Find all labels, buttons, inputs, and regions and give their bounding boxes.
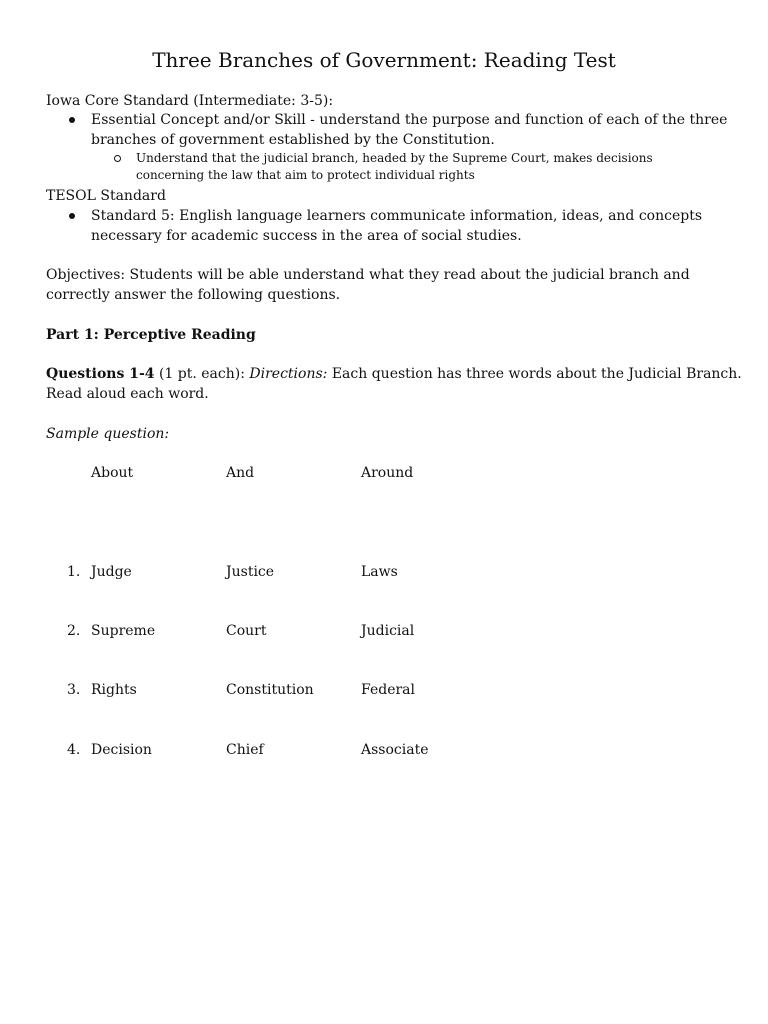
sample-word: And — [226, 465, 255, 481]
question-number: 1. — [67, 564, 81, 580]
question-word: Federal — [361, 682, 415, 698]
tesol-bullet-line2: necessary for academic success in the area of social studies. — [91, 228, 522, 244]
question-word: Rights — [91, 682, 137, 698]
directions-label: Directions: — [249, 366, 328, 382]
objectives-line2: correctly answer the following questions. — [46, 287, 341, 303]
tesol-heading: TESOL Standard — [46, 188, 166, 204]
iowa-sub-line1: Understand that the judicial branch, headed by the Supreme Court, makes decisions — [136, 151, 653, 165]
question-word: Decision — [91, 742, 152, 758]
sample-word: About — [91, 465, 134, 481]
question-word: Court — [226, 623, 267, 639]
iowa-heading: Iowa Core Standard (Intermediate: 3-5): — [46, 93, 334, 109]
question-number: 2. — [67, 623, 81, 639]
bullet-icon — [69, 213, 75, 219]
part1-heading: Part 1: Perceptive Reading — [46, 327, 256, 343]
page-title: Three Branches of Government: Reading Test — [152, 48, 616, 72]
questions-intro-line1 — [46, 364, 742, 384]
question-number: 4. — [67, 742, 81, 758]
directions-text: Each question has three words about the Judicial Branch. — [327, 366, 742, 382]
iowa-bullet-line2: branches of government established by the Constitution. — [91, 132, 495, 148]
questions-label: Questions 1-4 — [46, 366, 155, 382]
question-word: Supreme — [91, 623, 156, 639]
questions-points: (1 pt. each): — [154, 366, 250, 382]
sample-word: Around — [361, 465, 414, 481]
question-word: Constitution — [226, 682, 314, 698]
question-word: Laws — [361, 564, 398, 580]
question-word: Justice — [226, 564, 275, 580]
tesol-bullet-line1: Standard 5: English language learners communicate information, ideas, and concepts — [91, 208, 703, 224]
question-word: Judge — [91, 564, 132, 580]
question-number: 3. — [67, 682, 81, 698]
hollow-bullet-icon — [114, 155, 121, 162]
iowa-bullet-line1: Essential Concept and/or Skill - understand the purpose and function of each of the three — [91, 112, 728, 128]
bullet-icon — [69, 117, 75, 123]
question-word: Associate — [361, 742, 429, 758]
questions-intro-line2: Read aloud each word. — [46, 386, 209, 402]
question-word: Chief — [226, 742, 264, 758]
question-word: Judicial — [361, 623, 415, 639]
objectives-line1: Objectives: Students will be able understand what they read about the judicial branch and — [46, 267, 690, 283]
iowa-sub-line2: concerning the law that aim to protect individual rights — [136, 168, 475, 182]
sample-label: Sample question: — [46, 426, 170, 442]
